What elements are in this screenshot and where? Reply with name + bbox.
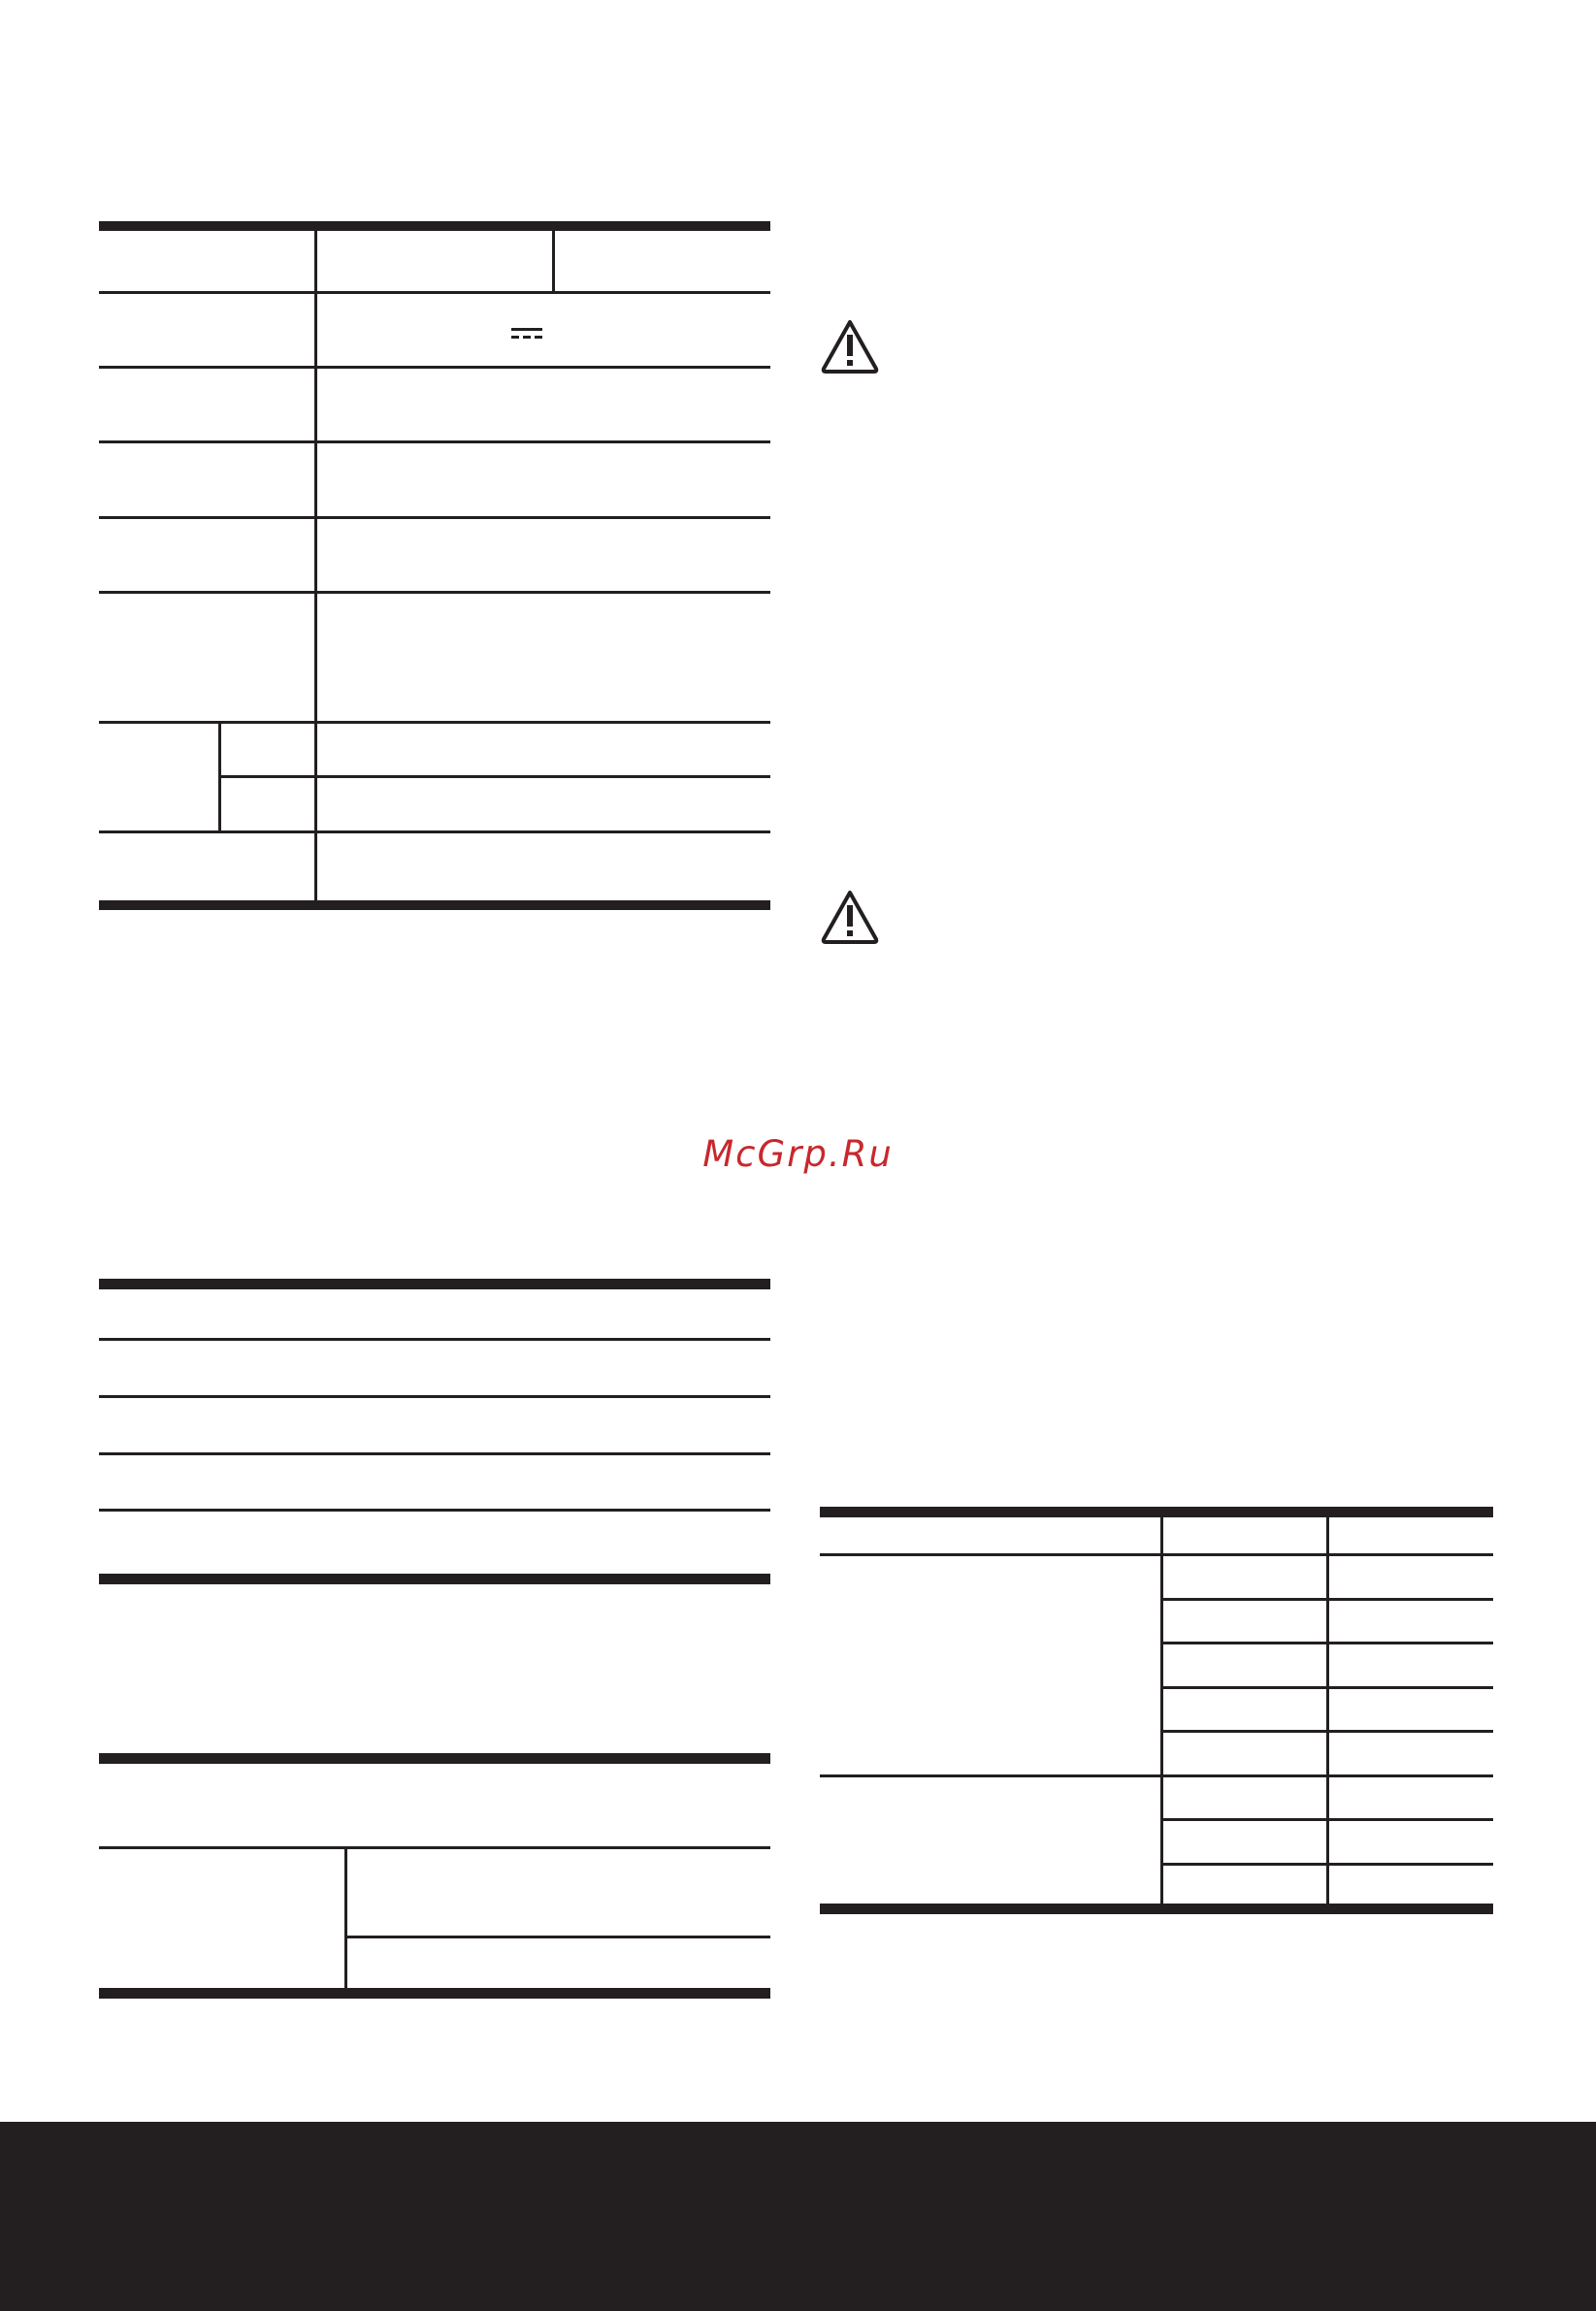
table-row-divider bbox=[99, 440, 770, 443]
table-rule-top bbox=[99, 1279, 770, 1289]
table-row-divider bbox=[820, 1553, 1493, 1556]
table-row-divider bbox=[99, 1395, 770, 1398]
table-row-divider bbox=[99, 591, 770, 594]
table-row-divider bbox=[99, 721, 770, 724]
table-row-divider bbox=[99, 1509, 770, 1512]
warning-triangle-icon bbox=[820, 318, 880, 374]
table-row-divider bbox=[99, 1452, 770, 1455]
warning-triangle-icon bbox=[820, 889, 880, 945]
table-divider bbox=[552, 231, 555, 291]
table-row-divider bbox=[344, 1936, 770, 1938]
footer-bar bbox=[0, 2122, 1596, 2311]
table-row-divider bbox=[1160, 1686, 1493, 1689]
table-row-divider bbox=[99, 366, 770, 369]
table-divider bbox=[1326, 1517, 1329, 1907]
table-rule-top bbox=[99, 1753, 770, 1764]
table-row-divider bbox=[99, 291, 770, 294]
table-row-divider bbox=[99, 516, 770, 519]
table-rule-bottom bbox=[99, 1574, 770, 1584]
table-row-divider bbox=[820, 1774, 1493, 1777]
table-row-divider bbox=[1160, 1598, 1493, 1601]
table-rule-bottom bbox=[99, 900, 770, 910]
table-row-divider bbox=[99, 1338, 770, 1341]
table-divider bbox=[1160, 1517, 1163, 1907]
table-row-divider bbox=[1160, 1818, 1493, 1821]
table-row-divider bbox=[1160, 1642, 1493, 1644]
table-row-divider bbox=[99, 830, 770, 833]
table-rule-bottom bbox=[820, 1904, 1493, 1914]
table-rule-top bbox=[820, 1507, 1493, 1517]
table-row-divider bbox=[218, 775, 770, 778]
table-row-divider bbox=[99, 1846, 770, 1849]
table-divider bbox=[344, 1846, 347, 1989]
table-divider bbox=[314, 231, 317, 900]
watermark-text: McGrp.Ru bbox=[702, 1133, 894, 1175]
direct-current-icon bbox=[511, 327, 542, 341]
table-row-divider bbox=[1160, 1730, 1493, 1733]
table-rule-top bbox=[99, 221, 770, 231]
table-row-divider bbox=[1160, 1863, 1493, 1866]
table-rule-bottom bbox=[99, 1988, 770, 1999]
